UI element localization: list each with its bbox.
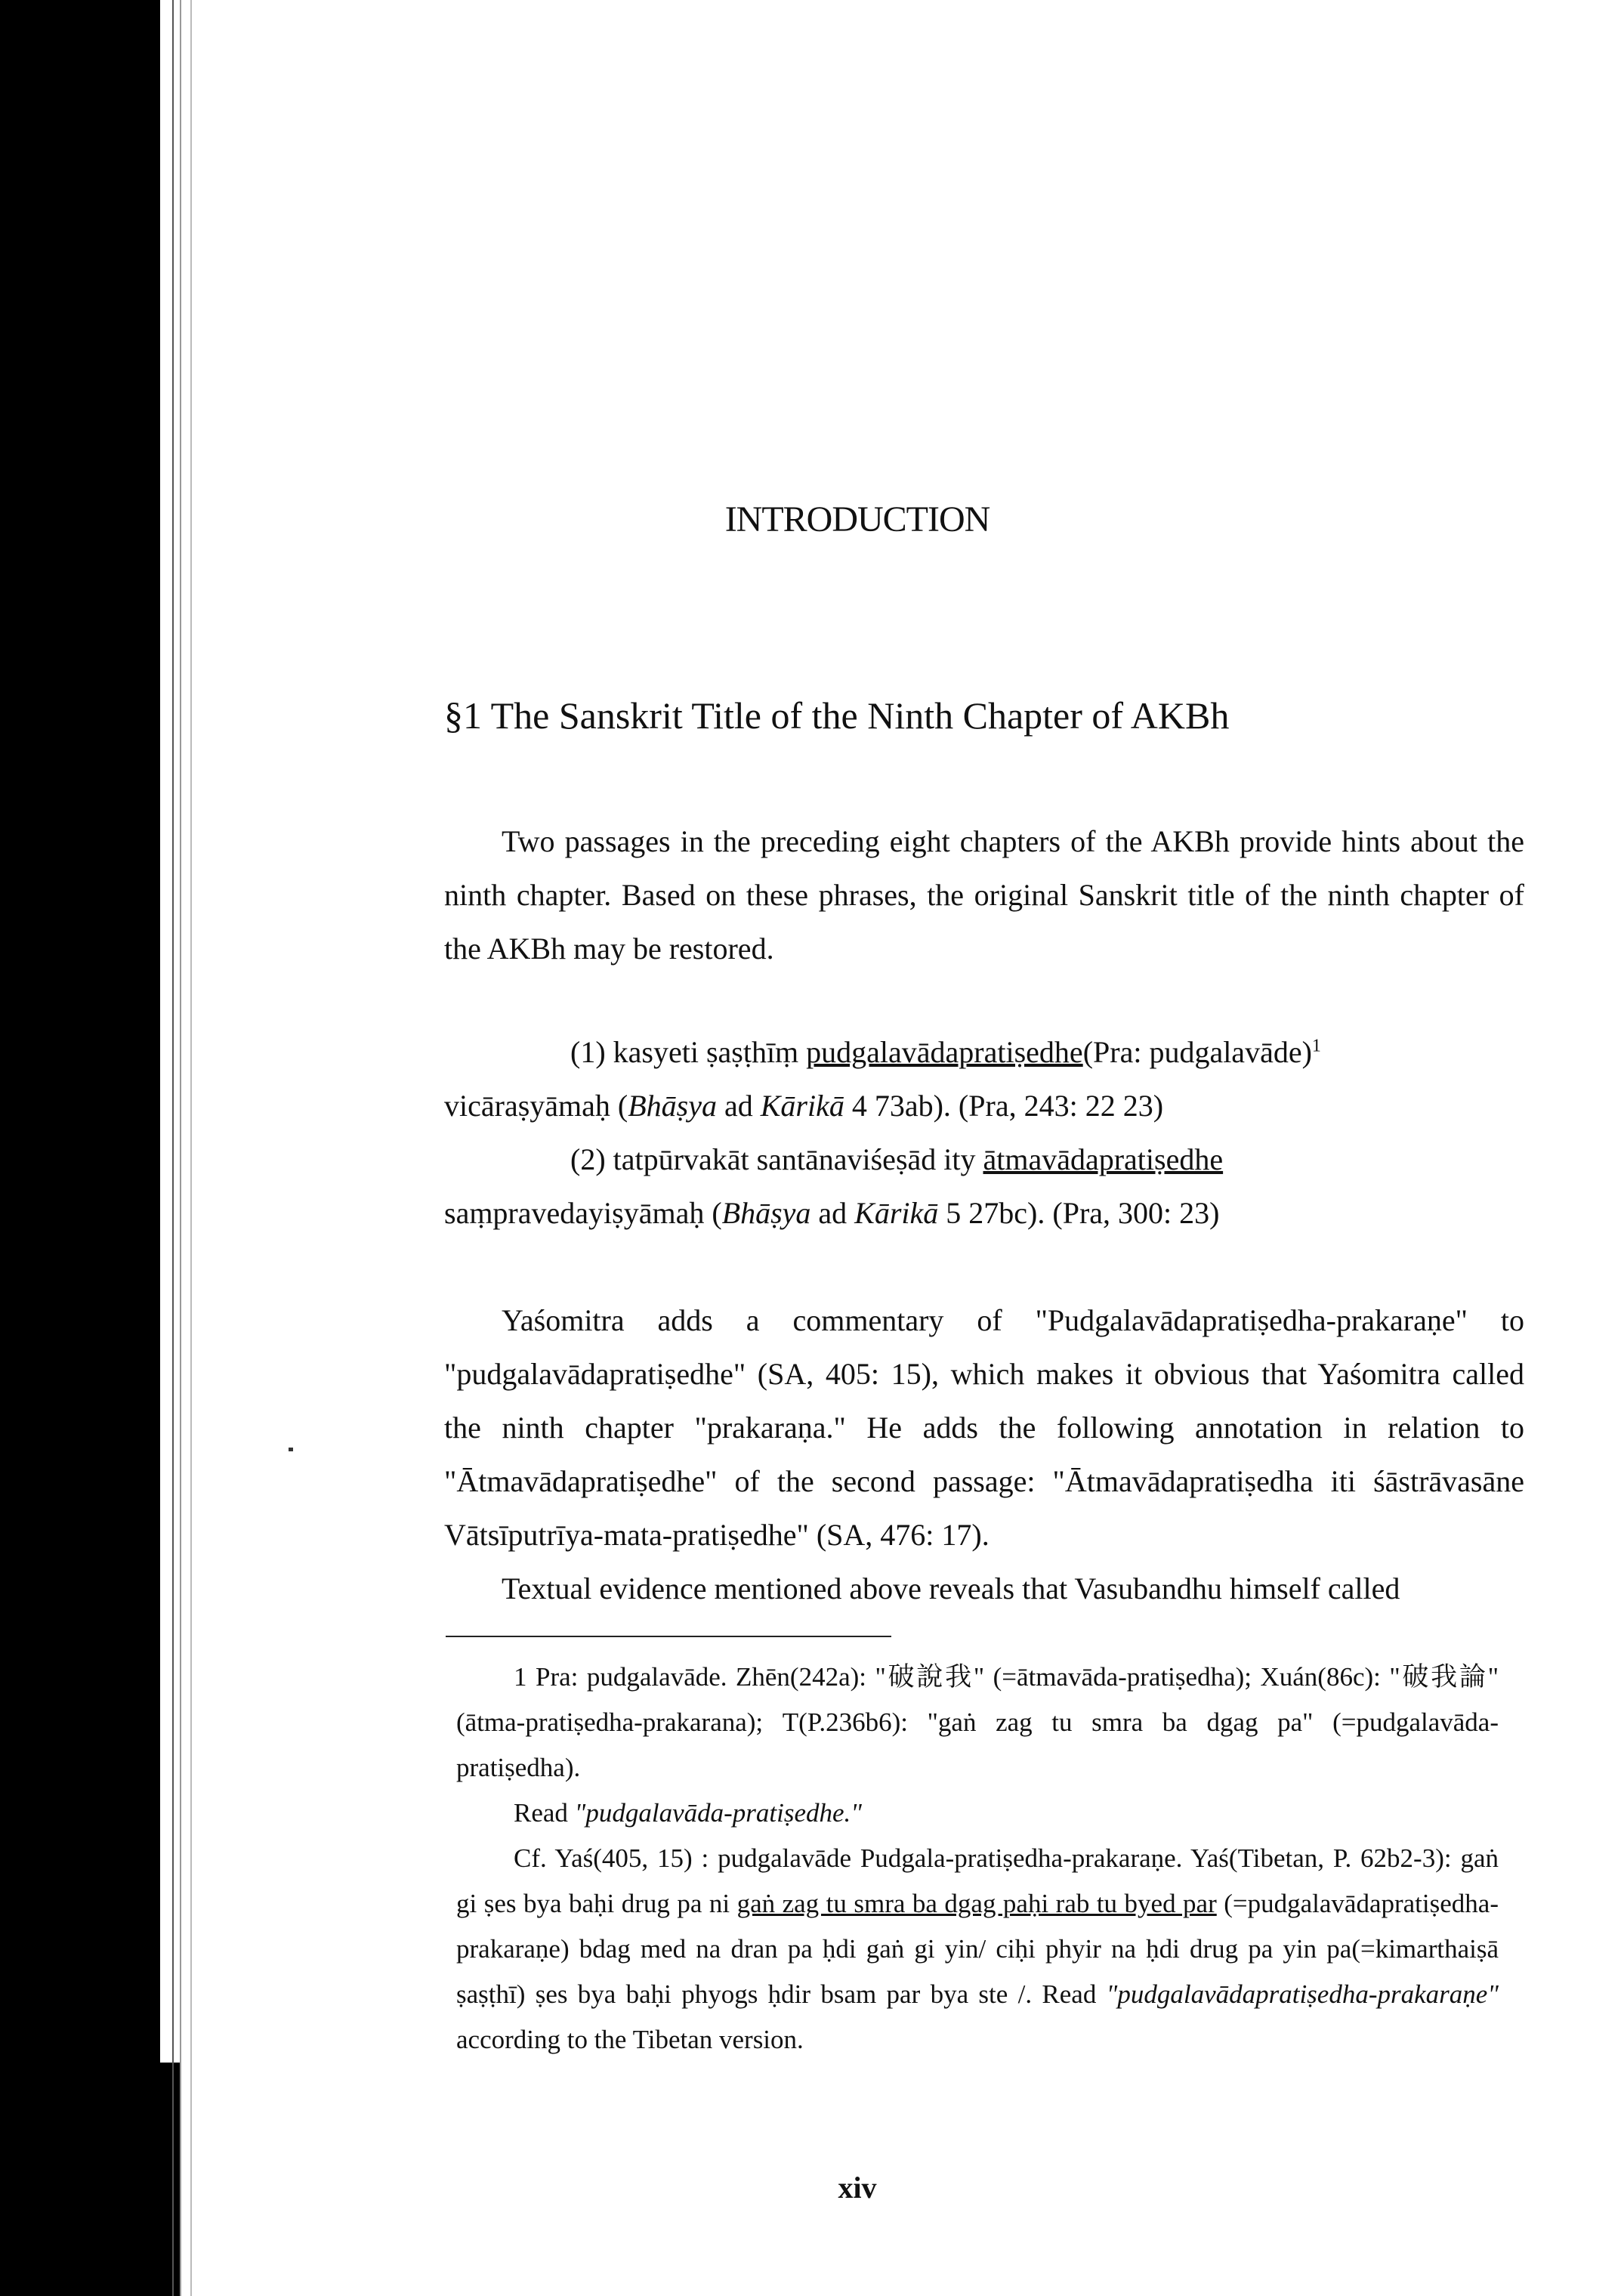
scan-edge-line — [190, 0, 192, 2296]
quote-2-line-1: (2) tatpūrvakāt santānaviśeṣād ity ātmavādapratiṣedhe — [570, 1142, 1224, 1176]
page-heading: INTRODUCTION — [724, 499, 990, 539]
quote-2-line-2: saṃpravedayiṣyāmaḥ (Bhāṣya ad Kārikā 5 27bc). (Pra, 300: 23) — [444, 1196, 1220, 1230]
scan-edge-line — [180, 0, 181, 2296]
footnote-cf-note: Cf. Yaś(405, 15) : pudgalavāde Pudgala-pratiṣedha-prakaraṇe. Yaś(Tibetan, P. 62b2-3): gaṅ gi ṣes bya baḥi drug pa ni gaṅ zag tu smra ba dgag paḥi rab tu byed par (=pudgalavādapratiṣedha-prakaraṇe) bdag med na dran pa ḥdi gaṅ gi yin/ ciḥi phyir na ḥdi drug pa yin pa(=kimarthaiṣā ṣaṣṭhī) ṣes bya baḥi phyogs ḥdir bsam par bya ste /. Read "pudgalavādapratiṣedha-prakaraṇe" according to the Tibetan version. — [456, 1843, 1499, 2054]
paragraph-2: Yaśomitra adds a commentary of "Pudgalavādapratiṣedha-prakaraṇe" to "pudgalavādapratiṣedhe" (SA, 405: 15), which makes it obvious that Yaśomitra called the ninth chapter "prakaraṇa." He adds the following annotation in relation to "Ātmavādapratiṣedhe" of the second passage: "Ātmavādapratiṣedha iti śāstrāvasāne Vātsīputrīya-mata-pratiṣedhe" (SA, 476: 17). — [444, 1303, 1524, 1552]
scan-speck — [289, 1448, 293, 1451]
footnote-rule — [446, 1636, 891, 1637]
scan-dark-margin — [0, 0, 160, 2296]
paragraph-1: Two passages in the preceding eight chapters of the AKBh provide hints about the ninth chapter. Based on these phrases, the original Sanskrit title of the ninth chapter of the AKBh may be restored. — [444, 824, 1524, 966]
quote-1-line-1: (1) kasyeti ṣaṣṭhīṃ pudgalavādapratiṣedhe(Pra: pudgalavāde)$^1$ — [570, 1035, 1321, 1069]
section-title: §1 The Sanskrit Title of the Ninth Chapter of AKBh — [444, 694, 1230, 737]
footnote-read-note: Read "pudgalavāda-pratiṣedhe." — [514, 1798, 862, 1828]
quote-1-line-2: vicāraṣyāmaḥ (Bhāṣya ad Kārikā 4 73ab). (Pra, 243: 22 23) — [444, 1089, 1164, 1123]
footnote-1: 1 Pra: pudgalavāde. Zhēn(242a): "破說我" (=ātmavāda-pratiṣedha); Xuán(86c): "破我論" (ātma-pratiṣedha-prakarana); T(P.236b6): "gaṅ zag tu smra ba dgag pa" (=pudgalavāda-pratiṣedha). — [456, 1662, 1499, 1782]
page-number: xiv — [838, 2171, 877, 2205]
paragraph-3: Textual evidence mentioned above reveals that Vasubandhu himself called — [502, 1571, 1400, 1605]
scan-edge-line — [172, 0, 174, 2296]
